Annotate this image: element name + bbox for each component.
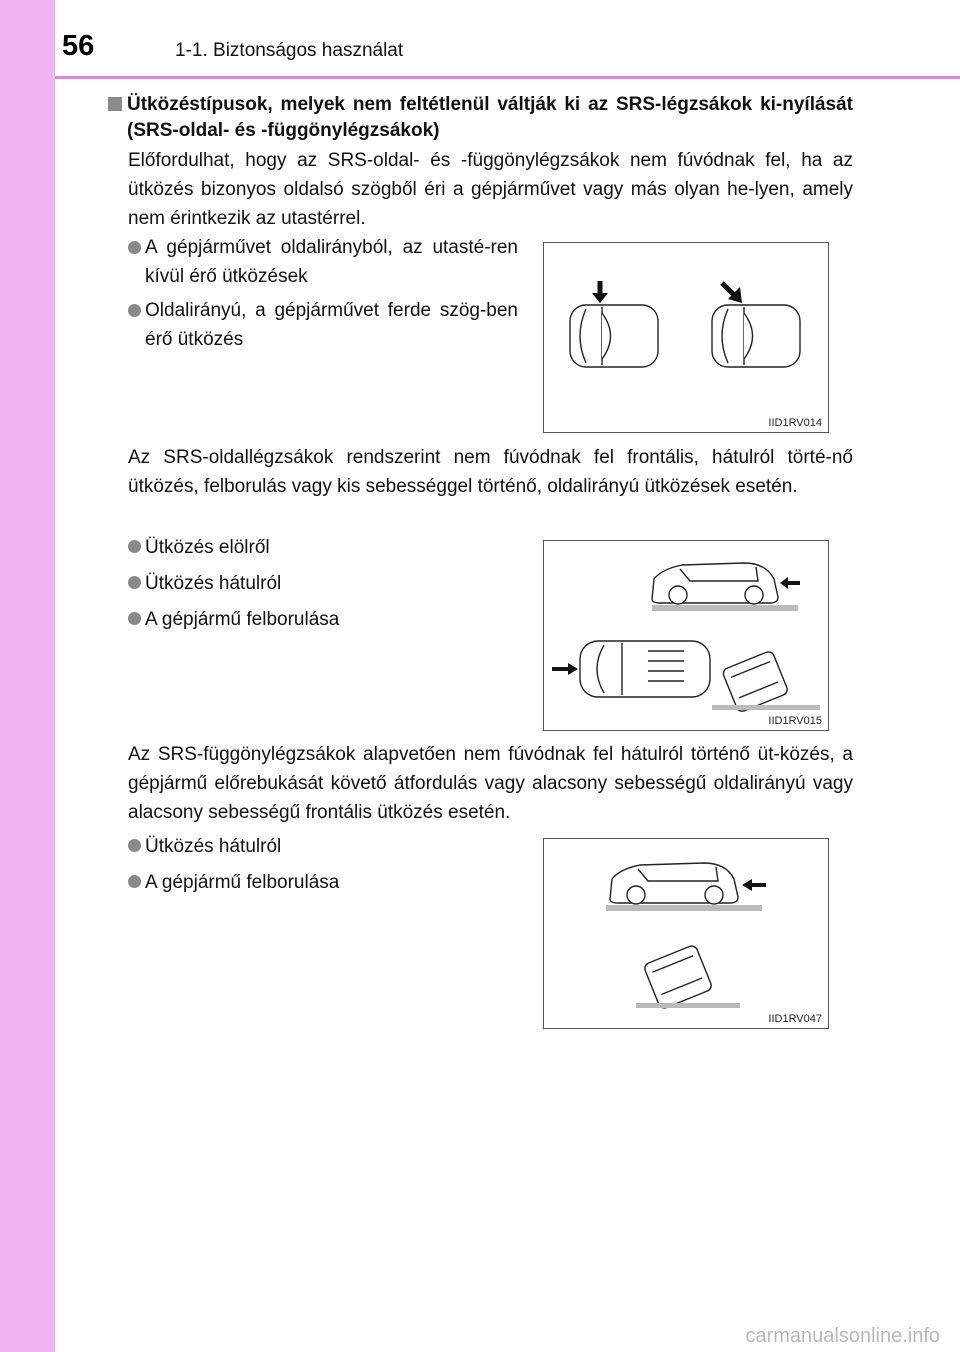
intro-paragraph: Előfordulhat, hogy az SRS-oldal- és -függönylégzsákok nem fúvódnak fel, ha az ütközés bizonyos oldalsó szögből éri a gépjárművet vagy más olyan he-lyen, amely nem érintkezik az utastérrel. (128, 150, 853, 229)
front-rear-rollover-illustration (544, 541, 828, 730)
chapter-title: 1-1. Biztonságos használat (175, 40, 404, 61)
rear-rollover-illustration (544, 839, 828, 1028)
figure-code: IID1RV014 (768, 417, 822, 429)
circle-bullet-icon (128, 304, 141, 317)
list-item-label: A gépjármű felborulása (145, 872, 340, 893)
list-item (128, 832, 281, 861)
figure-code: IID1RV047 (768, 1013, 822, 1025)
header-rule (55, 76, 960, 79)
list-item (128, 605, 339, 634)
figure-code: IID1RV015 (768, 715, 822, 727)
watermark: carmanualsonline.info (745, 1325, 940, 1347)
paragraph-side-airbags: Az SRS-oldallégzsákok rendszerint nem fúvódnak fel frontális, hátulról törté-nő ütközés, felborulás vagy kis sebességgel történő, oldalirányú ütközések esetén. (128, 447, 853, 497)
list-item (128, 868, 339, 897)
circle-bullet-icon (128, 612, 141, 625)
list-item (128, 233, 518, 291)
list-item-text (128, 233, 518, 291)
list-item (128, 569, 281, 598)
circle-bullet-icon (128, 839, 141, 852)
circle-bullet-icon (128, 241, 141, 254)
side-impact-illustration (544, 243, 828, 432)
figure-front-rear-rollover (543, 540, 829, 731)
list-item (128, 533, 270, 562)
side-tab (0, 0, 55, 1352)
section-heading-text: Ütközéstípusok, melyek nem feltétlenül váltják ki az SRS-légzsákok ki-nyílását (SRS-oldal- és -függönylégzsákok) (127, 94, 853, 141)
paragraph-curtain-airbags: Az SRS-függönylégzsákok alapvetően nem fúvódnak fel hátulról történő üt-közés, a gépjármű előrebukását követő átfordulás vagy alacsony sebességű oldalirányú vagy alacsony sebességű frontális ütközés esetén. (128, 744, 853, 823)
circle-bullet-icon (128, 540, 141, 553)
list-item-label: Ütközés hátulról (145, 836, 282, 857)
section-heading (108, 92, 853, 144)
list-item-label: A gépjárművet oldalirányból, az utasté-ren kívül érő ütközések (145, 237, 518, 287)
list-item-label: Oldalirányú, a gépjárművet ferde szög-ben érő ütközés (145, 300, 518, 350)
list-item-label: A gépjármű felborulása (145, 609, 340, 630)
figure-rear-rollover (543, 838, 829, 1029)
figure-side-impact (543, 242, 829, 433)
list-item-label: Ütközés hátulról (145, 573, 282, 594)
list-item-label: Ütközés elölről (145, 537, 270, 558)
circle-bullet-icon (128, 875, 141, 888)
list-item (128, 296, 518, 354)
list-item-text (128, 296, 518, 354)
square-bullet-icon (108, 97, 122, 111)
page-number: 56 (62, 30, 95, 62)
circle-bullet-icon (128, 576, 141, 589)
